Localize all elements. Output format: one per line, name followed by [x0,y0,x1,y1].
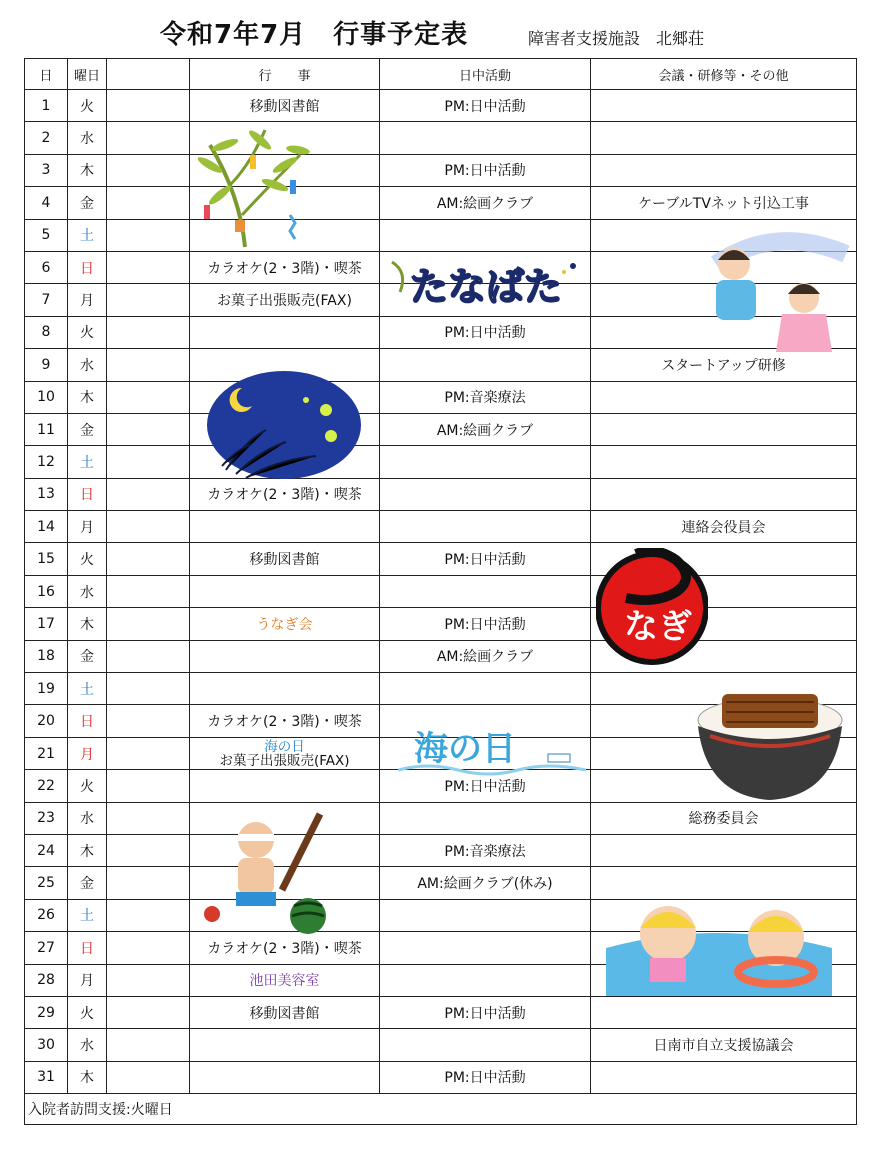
event-cell [190,1061,380,1093]
blank-cell [107,770,190,802]
activity-cell: PM:日中活動 [380,154,591,186]
weekday-cell: 土 [68,899,107,931]
day-cell: 2 [25,122,68,154]
kids-swimming-icon [606,888,832,996]
table-row [25,1029,857,1061]
blank-cell [107,1061,190,1093]
weekday-cell: 水 [68,349,107,381]
blank-cell [107,154,190,186]
table-row [25,543,857,575]
activity-cell: PM:日中活動 [380,608,591,640]
blank-cell [107,413,190,445]
event-cell: 移動図書館 [190,996,380,1028]
activity-cell: AM:絵画クラブ [380,640,591,672]
other-cell: 総務委員会 [591,802,857,834]
event-cell [190,737,380,769]
table-header-row [25,59,857,90]
activity-cell: PM:音楽療法 [380,381,591,413]
activity-cell [380,575,591,607]
unadon-bowl-icon [694,676,846,804]
event-cell [190,770,380,802]
day-cell: 29 [25,996,68,1028]
blank-cell [107,219,190,251]
blank-cell [107,381,190,413]
event-cell [190,1029,380,1061]
weekday-cell: 月 [68,737,107,769]
table-row [25,511,857,543]
blank-cell [107,932,190,964]
blank-cell [107,251,190,283]
weekday-cell: 月 [68,284,107,316]
event-cell: カラオケ(2・3階)・喫茶 [190,478,380,510]
day-cell: 25 [25,867,68,899]
watermelon-splitting-icon [196,810,334,938]
day-cell: 14 [25,511,68,543]
table-row [25,640,857,672]
day-cell: 30 [25,1029,68,1061]
day-cell: 13 [25,478,68,510]
day-cell: 16 [25,575,68,607]
blank-cell [107,187,190,219]
day-cell: 8 [25,316,68,348]
activity-cell [380,219,591,251]
activity-cell [380,964,591,996]
weekday-cell: 日 [68,478,107,510]
weekday-cell: 水 [68,575,107,607]
umi-no-hi-logo-icon [398,718,586,780]
weekday-cell: 水 [68,1029,107,1061]
event-cell [190,640,380,672]
footer-row [25,1094,857,1125]
event-cell: カラオケ(2・3階)・喫茶 [190,705,380,737]
table-row [25,90,857,122]
bamboo-tanabata-icon [190,125,315,250]
weekday-cell: 日 [68,932,107,964]
other-cell [591,122,857,154]
table-row [25,446,857,478]
weekday-cell: 水 [68,802,107,834]
blank-cell [107,349,190,381]
event-cell: カラオケ(2・3階)・喫茶 [190,932,380,964]
weekday-cell: 木 [68,608,107,640]
blank-cell [107,511,190,543]
weekday-cell: 木 [68,1061,107,1093]
day-cell: 12 [25,446,68,478]
blank-cell [107,543,190,575]
activity-cell [380,1029,591,1061]
activity-cell: AM:絵画クラブ(休み) [380,867,591,899]
activity-cell: AM:絵画クラブ [380,413,591,445]
blank-cell [107,899,190,931]
other-cell [591,996,857,1028]
event-cell: 移動図書館 [190,90,380,122]
header-blank [107,59,190,90]
other-cell [591,446,857,478]
activity-cell [380,932,591,964]
day-cell: 27 [25,932,68,964]
other-cell [591,90,857,122]
weekday-cell: 火 [68,316,107,348]
event-text-2: お菓子出張販売(FAX) [219,752,350,769]
other-cell [591,478,857,510]
blank-cell [107,737,190,769]
weekday-cell: 火 [68,770,107,802]
blank-cell [107,705,190,737]
other-cell [591,1061,857,1093]
activity-cell: PM:日中活動 [380,770,591,802]
weekday-cell: 日 [68,705,107,737]
svg-text:海の日: 海の日 [414,729,516,769]
weekday-cell: 火 [68,996,107,1028]
weekday-cell: 金 [68,187,107,219]
page-title: 令和7年7月 行事予定表 [160,20,469,50]
blank-cell [107,608,190,640]
day-cell: 21 [25,737,68,769]
table-row [25,834,857,866]
blank-cell [107,316,190,348]
weekday-cell: 金 [68,640,107,672]
unagi-badge-icon [596,548,708,668]
other-cell [591,154,857,186]
facility-name: 障害者支援施設 北郷荘 [528,29,705,48]
weekday-cell: 日 [68,251,107,283]
day-cell: 10 [25,381,68,413]
weekday-cell: 水 [68,122,107,154]
activity-cell [380,511,591,543]
day-cell: 15 [25,543,68,575]
weekday-cell: 火 [68,543,107,575]
weekday-cell: 金 [68,867,107,899]
weekday-cell: 火 [68,90,107,122]
activity-cell [380,673,591,705]
firefly-night-icon [206,370,362,480]
table-row [25,996,857,1028]
event-cell: 移動図書館 [190,543,380,575]
day-cell: 26 [25,899,68,931]
blank-cell [107,478,190,510]
event-cell: お菓子出張販売(FAX) [190,284,380,316]
day-cell: 31 [25,1061,68,1093]
table-row [25,575,857,607]
blank-cell [107,640,190,672]
activity-cell [380,446,591,478]
weekday-cell: 金 [68,413,107,445]
table-row [25,154,857,186]
other-cell: 連絡会役員会 [591,511,857,543]
blank-cell [107,90,190,122]
event-text: 海の日 [264,738,305,755]
footer-note: 入院者訪問支援:火曜日 [25,1094,857,1125]
table-row [25,802,857,834]
weekday-cell: 木 [68,154,107,186]
activity-cell: PM:音楽療法 [380,834,591,866]
blank-cell [107,834,190,866]
table-row [25,122,857,154]
svg-text:たなばた: たなばた [410,265,563,309]
header-weekday: 曜日 [68,59,107,90]
other-cell: 日南市自立支援協議会 [591,1029,857,1061]
tanabata-logo-icon [388,252,586,318]
blank-cell [107,575,190,607]
blank-cell [107,1029,190,1061]
day-cell: 28 [25,964,68,996]
activity-cell [380,122,591,154]
table-row [25,608,857,640]
header-event: 行 事 [190,59,380,90]
activity-cell: AM:絵画クラブ [380,187,591,219]
activity-cell [380,349,591,381]
day-cell: 22 [25,770,68,802]
blank-cell [107,802,190,834]
other-cell [591,834,857,866]
blank-cell [107,284,190,316]
day-cell: 7 [25,284,68,316]
day-cell: 4 [25,187,68,219]
header-activity: 日中活動 [380,59,591,90]
day-cell: 18 [25,640,68,672]
other-cell [591,413,857,445]
activity-cell: PM:日中活動 [380,90,591,122]
table-row [25,478,857,510]
day-cell: 20 [25,705,68,737]
event-cell [190,575,380,607]
activity-cell [380,899,591,931]
event-cell [190,673,380,705]
blank-cell [107,446,190,478]
header-day: 日 [25,59,68,90]
other-cell: スタートアップ研修 [591,349,857,381]
day-cell: 19 [25,673,68,705]
weekday-cell: 土 [68,219,107,251]
blank-cell [107,964,190,996]
blank-cell [107,867,190,899]
weekday-cell: 木 [68,834,107,866]
table-row [25,413,857,445]
day-cell: 23 [25,802,68,834]
event-cell [190,316,380,348]
day-cell: 9 [25,349,68,381]
day-cell: 5 [25,219,68,251]
blank-cell [107,673,190,705]
other-cell [591,381,857,413]
blank-cell [107,122,190,154]
activity-cell: PM:日中活動 [380,996,591,1028]
weekday-cell: 月 [68,964,107,996]
weekday-cell: 月 [68,511,107,543]
orihime-hikoboshi-icon [696,214,856,354]
weekday-cell: 土 [68,673,107,705]
day-cell: 11 [25,413,68,445]
event-cell: カラオケ(2・3階)・喫茶 [190,251,380,283]
activity-cell: PM:日中活動 [380,1061,591,1093]
activity-cell: PM:日中活動 [380,316,591,348]
event-cell: 池田美容室 [190,964,380,996]
svg-text:なぎ: なぎ [624,607,692,647]
day-cell: 17 [25,608,68,640]
table-row [25,1061,857,1093]
weekday-cell: 土 [68,446,107,478]
event-cell: うなぎ会 [190,608,380,640]
weekday-cell: 木 [68,381,107,413]
table-row [25,381,857,413]
header-other: 会議・研修等・その他 [591,59,857,90]
blank-cell [107,996,190,1028]
day-cell: 6 [25,251,68,283]
activity-cell [380,478,591,510]
activity-cell [380,802,591,834]
day-cell: 1 [25,90,68,122]
other-cell: ケーブルTVネット引込工事 [591,187,857,219]
activity-cell: PM:日中活動 [380,543,591,575]
event-cell [190,511,380,543]
day-cell: 24 [25,834,68,866]
day-cell: 3 [25,154,68,186]
